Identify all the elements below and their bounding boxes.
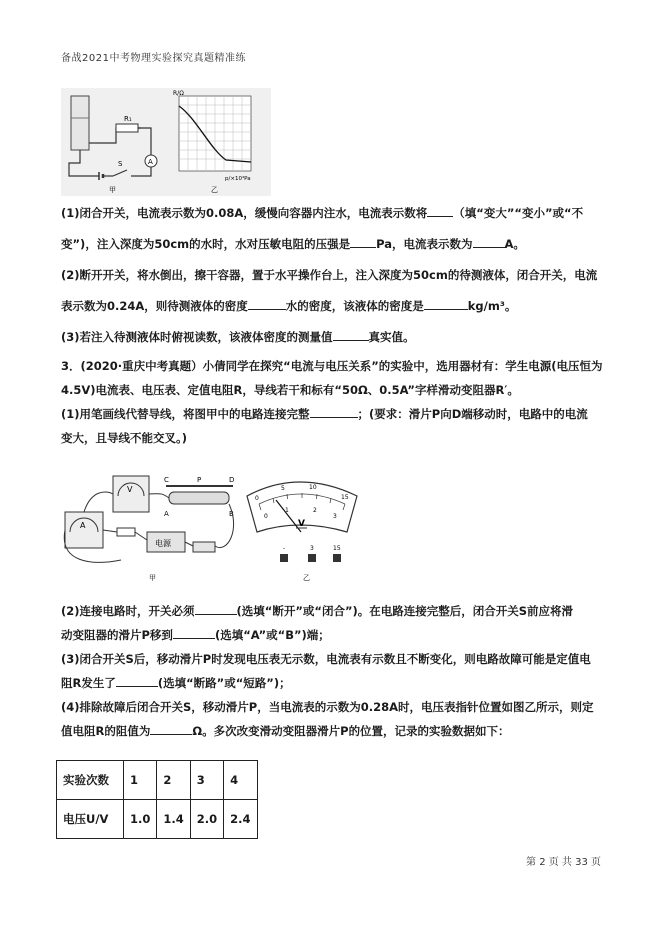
answer-blank[interactable] [248,297,286,310]
dial-bottom-label: 1 [285,507,289,514]
p3-q3-line2: 阻R发生了 (选填“断路”或“短路”)； [61,676,291,690]
resistor-label: R₁ [124,115,132,123]
graph-y-axis-label: R/Ω [173,90,184,97]
label-jia: 甲 [109,186,116,194]
p3-q4-line2: 值电阻R的阻值为 Ω。多次改变滑动变阻器滑片P的位置，记录的实验数据如下： [61,724,510,738]
answer-blank[interactable] [473,235,505,248]
svg-text:P: P [197,476,202,484]
question-3 [61,322,609,353]
q2-line1: (2)断开开关，将水倒出，擦干容器，置于水平操作台上，注入深度为50cm的待测液体，闭合开关，电流 [61,268,598,282]
svg-text:B: B [229,510,234,518]
label-jia-2: 甲 [149,574,156,582]
table-cell: 2 [157,761,190,800]
power-supply [147,532,185,552]
answer-blank[interactable] [116,674,158,687]
label-yi: 乙 [211,186,218,194]
table-cell: 4 [224,761,257,800]
question-1 [61,198,609,260]
problem3-line1: 3．(2020·重庆中考真题）小倩同学在探究“电流与电压关系”的实验中，选用器材有：学生电源(电压恒为 [61,359,603,373]
problem3-line2: 4.5V)电流表、电压表、定值电阻R，导线若干和标有“50Ω、0.5A”字样滑动变阻器R′。 [61,383,519,397]
svg-text:A: A [164,510,169,518]
rheostat-device [164,476,234,518]
question-2 [61,260,609,322]
problem-3-stem [61,354,609,450]
figure-2 [61,470,371,588]
svg-text:C: C [164,476,169,484]
answer-blank[interactable] [424,297,468,310]
voltmeter-dial [247,482,357,532]
graph-x-axis-label: p/×10⁴Pa [225,176,251,182]
table-cell: 电压U/V [57,800,124,839]
container-shape [71,96,89,150]
dial-bottom-label: 0 [264,513,268,520]
q1-line2: 变”)，注入深度为50cm的水时，水对压敏电阻的压强是 Pa，电流表示数为 A。 [61,237,525,251]
voltmeter-device [113,476,149,512]
answer-blank[interactable] [310,405,358,418]
svg-text:3: 3 [310,545,314,552]
table-cell: 2.4 [224,800,257,839]
p3-q2-line2: 动变阻器的滑片P移到 (选填“A”或“B”)端； [61,628,330,642]
switch-label: S [118,160,123,168]
svg-text:V: V [127,485,133,494]
figure-2-svg [61,470,371,588]
p3-q3-line1: (3)闭合开关S后，移动滑片P时发现电压表无示数，电流表有示数且不断变化，则电路故障可能是定值电 [61,652,591,666]
page-footer: 第 2 页 共 33 页 [526,857,601,868]
problem-3-questions [61,599,609,743]
dial-top-label: 0 [255,495,259,502]
problem3-line3: (1)用笔画线代替导线，将图甲中的电路连接完整 ；(要求：滑片P向D端移动时，电路中的电流 [61,407,588,421]
data-table [56,760,258,839]
table-cell: 1.0 [124,800,157,839]
table-cell: 1.4 [157,800,190,839]
dial-bottom-label: 2 [313,507,317,514]
table-row [57,800,258,839]
p3-q4-line1: (4)排除故障后闭合开关S，移动滑片P，当电流表的示数为0.28A时，电压表指针位置如图乙所示，则定 [61,700,594,714]
q3-line1: (3)若注入待测液体时俯视读数，该液体密度的测量值 真实值。 [61,330,415,344]
table-cell: 3 [190,761,223,800]
svg-text:电源: 电源 [155,539,171,548]
answer-blank[interactable] [350,235,376,248]
table-cell: 2.0 [190,800,223,839]
svg-text:15: 15 [333,545,341,552]
ammeter-label: A [148,158,153,166]
dial-top-label: 15 [341,494,349,501]
dial-unit-label: V [298,519,305,529]
answer-blank[interactable] [195,602,237,615]
table-cell: 实验次数 [57,761,124,800]
q1-line1: (1)闭合开关，电流表示数为0.08A，缓慢向容器内注水，电流表示数将 （填“变大”“变小”或“不 [61,206,584,220]
svg-text:-: - [283,545,286,552]
answer-blank[interactable] [150,722,192,735]
resistor-r1 [116,124,138,132]
fixed-resistor [117,528,135,536]
dial-bottom-label: 3 [333,513,337,520]
figure-1-svg [61,88,271,196]
table-row [57,761,258,800]
svg-text:D: D [229,476,235,484]
answer-blank[interactable] [333,328,369,341]
voltmeter-terminals [280,545,341,562]
problem3-line4: 变大，且导线不能交叉。) [61,431,188,445]
answer-blank[interactable] [427,204,453,217]
p3-q2-line1: (2)连接电路时，开关必须 (选填“断开”或“闭合”)。在电路连接完整后，闭合开关S前应将滑 [61,604,574,618]
dial-top-label: 10 [309,484,317,491]
ammeter-device [65,512,103,548]
label-yi-2: 乙 [303,574,310,582]
svg-text:A: A [80,521,86,530]
dial-top-label: 5 [281,485,285,492]
switch-device [193,542,215,552]
figure-1 [61,88,271,196]
table-cell: 1 [124,761,157,800]
answer-blank[interactable] [173,626,215,639]
page-header: 备战2021中考物理实验探究真题精准练 [61,53,246,64]
q2-line2: 表示数为0.24A，则待测液体的密度 水的密度，该液体的密度是 kg/m³。 [61,299,517,313]
